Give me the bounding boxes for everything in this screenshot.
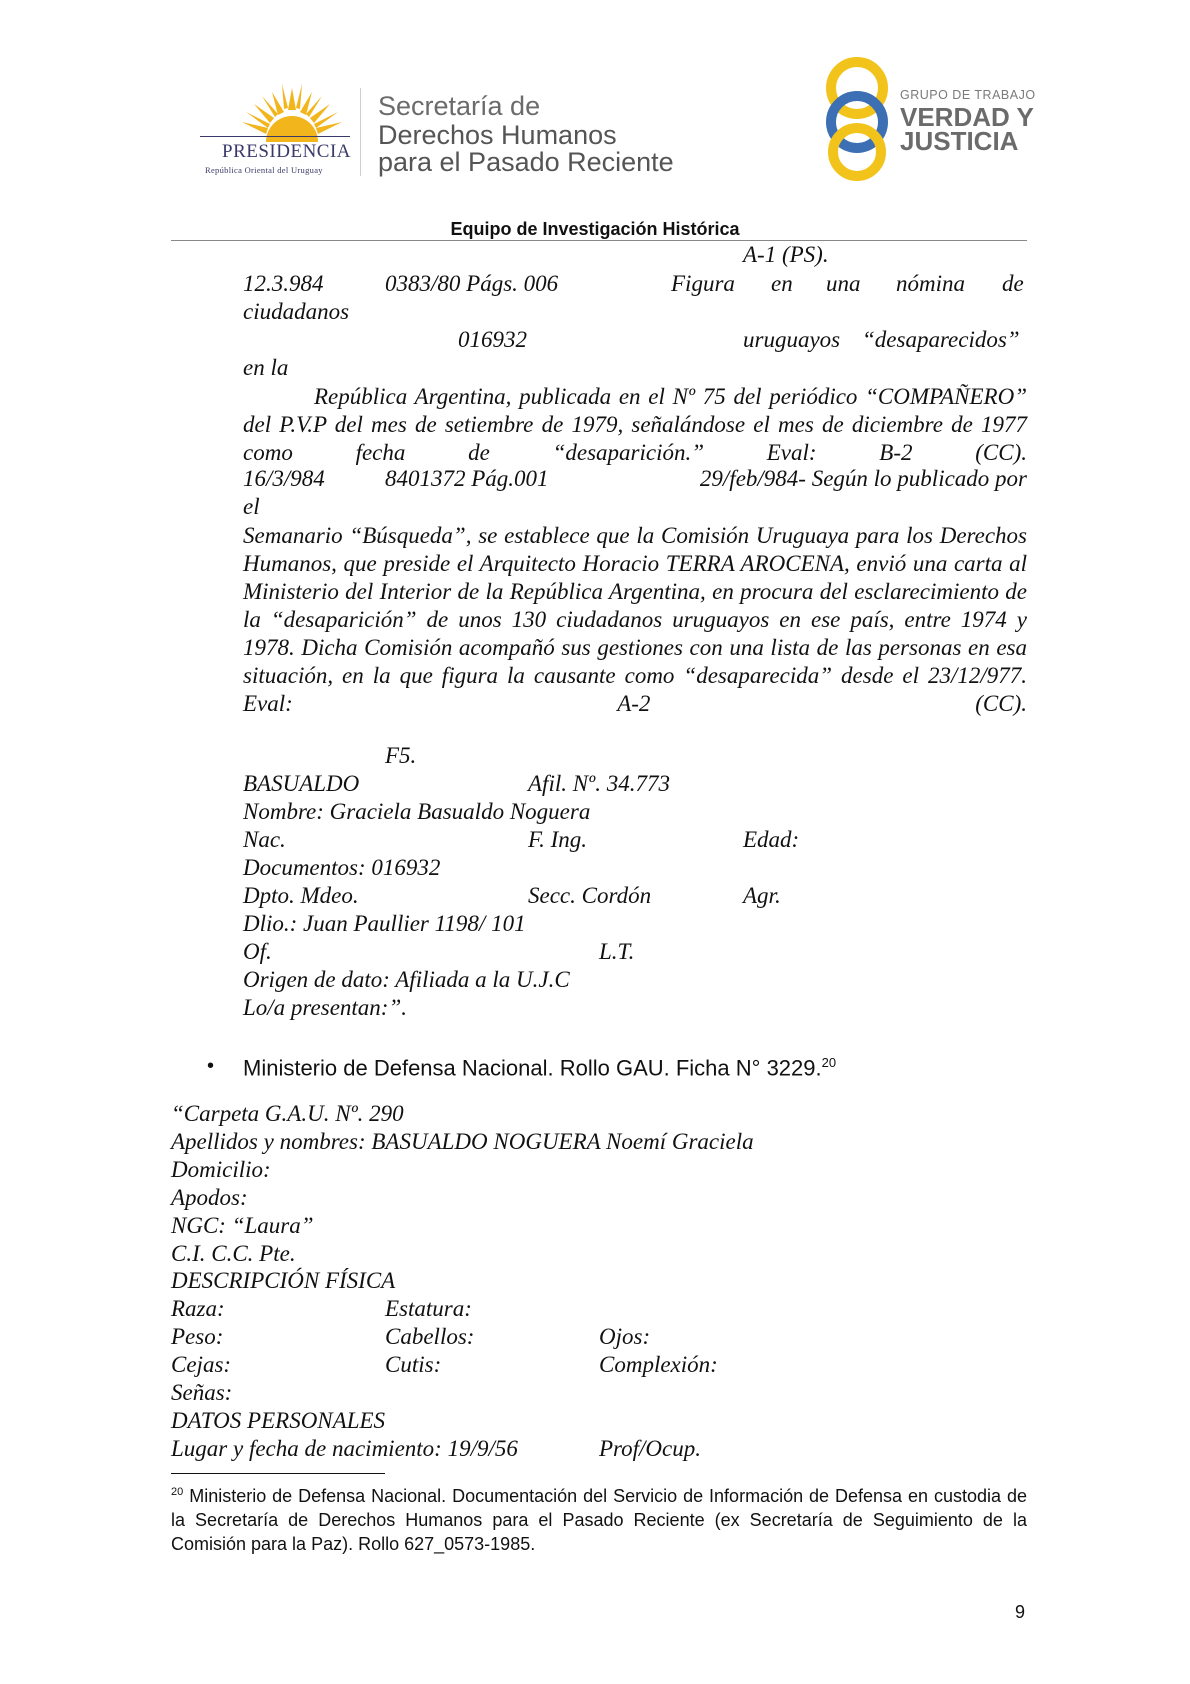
word-ciudadanos: ciudadanos: [243, 299, 350, 324]
gau-complexion: Complexión:: [599, 1352, 718, 1377]
word-en: en: [771, 271, 793, 296]
word-desaparecidos: “desaparecidos”: [862, 327, 1020, 352]
gau-cejas: Cejas:: [171, 1352, 232, 1377]
gau-raza: Raza:: [171, 1296, 225, 1321]
ficha-nac: Nac.: [243, 827, 286, 852]
ficha-f5-label: F5.: [385, 743, 417, 768]
presidencia-subtitle: República Oriental del Uruguay: [205, 165, 323, 175]
gau-apodos: Apodos:: [171, 1185, 248, 1210]
word-de: de: [1002, 271, 1024, 296]
word-uruguayos: uruguayos: [743, 327, 841, 352]
linked-rings-icon: [820, 54, 894, 182]
ficha-lt: L.T.: [599, 939, 635, 964]
footnote-rule: [171, 1473, 385, 1474]
grupo-line3: JUSTICIA: [900, 126, 1019, 156]
gau-domicilio: Domicilio:: [171, 1157, 271, 1182]
gau-senas: Señas:: [171, 1380, 233, 1405]
gau-ci: C.I. C.C. Pte.: [171, 1241, 296, 1266]
ficha-afil: Afil. Nº. 34.773: [528, 771, 670, 796]
ficha-of: Of.: [243, 939, 272, 964]
team-heading: Equipo de Investigación Histórica: [450, 219, 740, 239]
ficha-presentan: Lo/a presentan:”.: [243, 995, 407, 1020]
footnote-number: 20: [171, 1486, 184, 1498]
word-figura: Figura: [671, 271, 735, 296]
ficha-origen: Origen de dato: Afiliada a la U.J.C: [243, 967, 570, 992]
gau-lugar-fecha: Lugar y fecha de nacimiento: 19/9/56: [171, 1436, 518, 1461]
page-number: 9: [1015, 1602, 1026, 1622]
record1-paragraph-2: Semanario “Búsqueda”, se establece que la Comisión Uruguaya para los Derechos Humanos, que preside el Arquitecto Horacio TERRA AROCENA, envió una carta al Ministerio del Interior de la República Argentina, en procura del esclarecimiento de la “desaparición” de unos 130 ciudadanos uruguayos en ese país, entre 1974 y 1978. Dicha Comisión acompañó sus gestiones con una lista de las personas en esa situación, en la que figura la causante como “desaparecida” desde el 23/12/977. Eval: A-2 (CC).: [243, 523, 1027, 716]
gau-prof: Prof/Ocup.: [599, 1436, 701, 1461]
secretaria-line2: Derechos Humanos: [378, 120, 617, 150]
record-ref-1: 0383/80 Págs. 006: [385, 271, 559, 296]
word-el: el: [243, 494, 260, 519]
gau-apellidos: Apellidos y nombres: BASUALDO NOGUERA Noemí Graciela: [171, 1129, 754, 1154]
grupo-line1: GRUPO DE TRABAJO: [900, 88, 1036, 102]
record-date-2: 16/3/984: [243, 466, 325, 491]
grupo-line2: VERDAD Y: [900, 102, 1034, 132]
bullet-text: Ministerio de Defensa Nacional. Rollo GAU. Ficha N° 3229.: [243, 1055, 822, 1081]
gau-estatura: Estatura:: [385, 1296, 472, 1321]
header-rule: [171, 240, 1027, 241]
gau-datos-heading: DATOS PERSONALES: [171, 1408, 386, 1433]
footnote-ref[interactable]: 20: [821, 1055, 837, 1070]
evaluation-a1: A-1 (PS).: [743, 242, 829, 267]
bullet-item: [243, 1055, 836, 1081]
gau-cabellos: Cabellos:: [385, 1324, 475, 1349]
ficha-surname: BASUALDO: [243, 771, 360, 796]
secretaria-line3: para el Pasado Reciente: [378, 147, 674, 177]
gau-peso: Peso:: [171, 1324, 224, 1349]
gau-cutis: Cutis:: [385, 1352, 442, 1377]
record-ref-1b: 016932: [458, 327, 527, 352]
footnote: [171, 1480, 1027, 1556]
word-nomina: nómina: [896, 271, 965, 296]
word-una: una: [826, 271, 861, 296]
gau-ojos: Ojos:: [599, 1324, 651, 1349]
record-ref-2: 8401372 Pág.001: [385, 466, 549, 491]
record-segun: 29/feb/984- Según lo publicado por: [699, 466, 1027, 491]
ficha-nombre: Nombre: Graciela Basualdo Noguera: [243, 799, 591, 824]
ficha-agr: Agr.: [743, 883, 781, 908]
ficha-secc: Secc. Cordón: [528, 883, 652, 908]
secretaria-line1: Secretaría de: [378, 91, 541, 121]
ficha-documentos: Documentos: 016932: [243, 855, 441, 880]
presidencia-divider: [200, 136, 350, 137]
record1-paragraph-1: República Argentina, publicada en el Nº 75 del periódico “COMPAÑERO” del P.V.P del mes de setiembre de 1979, señalándose el mes de diciembre de 1977 como fecha de “desaparición.” Eval: B-2 (CC).: [243, 384, 1027, 465]
ficha-fing: F. Ing.: [528, 827, 587, 852]
bullet-symbol: •: [207, 1055, 215, 1077]
ficha-domicilio: Dlio.: Juan Paullier 1198/ 101: [243, 911, 526, 936]
footnote-text: Ministerio de Defensa Nacional. Documentación del Servicio de Información de Defensa en custodia de la Secretaría de Derechos Humanos para el Pasado Reciente (ex Secretaría de Seguimiento de la Comisión para la Paz). Rollo 627_0573-1985.: [171, 1486, 1027, 1554]
presidencia-title: PRESIDENCIA: [222, 141, 352, 162]
word-en-la: en la: [243, 355, 289, 380]
ficha-dpto: Dpto. Mdeo.: [243, 883, 359, 908]
logo-separator: [360, 88, 361, 176]
record-date-1: 12.3.984: [243, 271, 324, 296]
ficha-edad: Edad:: [743, 827, 800, 852]
gau-descripcion-heading: DESCRIPCIÓN FÍSICA: [171, 1268, 396, 1293]
gau-carpeta: “Carpeta G.A.U. Nº. 290: [171, 1101, 404, 1126]
gau-ngc: NGC: “Laura”: [171, 1213, 314, 1238]
